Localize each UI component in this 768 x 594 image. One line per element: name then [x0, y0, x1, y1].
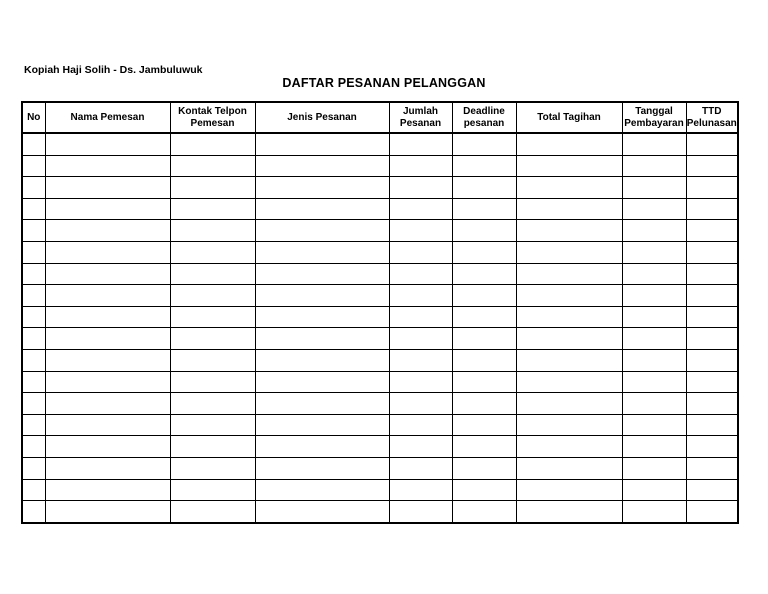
table-header-row: [22, 102, 738, 133]
table-row: [22, 393, 738, 415]
table-row: [22, 457, 738, 479]
table-row: [22, 436, 738, 458]
table-cell: [452, 349, 516, 371]
table-cell: [255, 328, 389, 350]
table-cell: [45, 263, 170, 285]
table-cell: [516, 436, 622, 458]
table-cell: [22, 436, 45, 458]
table-cell: [622, 133, 686, 155]
table-cell: [22, 263, 45, 285]
table-cell: [452, 241, 516, 263]
table-cell: [255, 263, 389, 285]
table-cell: [622, 220, 686, 242]
table-cell: [686, 349, 738, 371]
table-cell: [686, 285, 738, 307]
table-cell: [255, 349, 389, 371]
table-cell: [389, 285, 452, 307]
table-cell: [45, 285, 170, 307]
table-cell: [45, 479, 170, 501]
table-cell: [22, 285, 45, 307]
column-header-no: No: [22, 102, 45, 133]
table-cell: [516, 220, 622, 242]
table-cell: [452, 198, 516, 220]
table-cell: [389, 220, 452, 242]
table-cell: [255, 241, 389, 263]
table-row: [22, 414, 738, 436]
table-cell: [452, 306, 516, 328]
table-cell: [45, 306, 170, 328]
table-cell: [516, 457, 622, 479]
column-header-jenis-pesanan: Jenis Pesanan: [255, 102, 389, 133]
column-header-tanggal-pembayaran: Tanggal Pembayaran: [622, 102, 686, 133]
table-cell: [686, 220, 738, 242]
table-row: [22, 133, 738, 155]
table-row: [22, 198, 738, 220]
table-cell: [22, 457, 45, 479]
table-body: [22, 133, 738, 523]
table-cell: [452, 436, 516, 458]
table-cell: [45, 177, 170, 199]
table-cell: [452, 457, 516, 479]
table-cell: [45, 371, 170, 393]
table-cell: [170, 306, 255, 328]
table-cell: [389, 371, 452, 393]
table-row: [22, 371, 738, 393]
table-cell: [255, 436, 389, 458]
table-cell: [686, 133, 738, 155]
column-header-deadline: Deadline pesanan: [452, 102, 516, 133]
table-cell: [389, 263, 452, 285]
table-row: [22, 349, 738, 371]
table-cell: [686, 371, 738, 393]
table-row: [22, 263, 738, 285]
column-header-kontak-telpon: Kontak Telpon Pemesan: [170, 102, 255, 133]
table-cell: [686, 436, 738, 458]
table-cell: [22, 177, 45, 199]
table-cell: [255, 479, 389, 501]
table-cell: [516, 306, 622, 328]
table-cell: [622, 414, 686, 436]
table-cell: [516, 177, 622, 199]
table-cell: [22, 241, 45, 263]
table-cell: [389, 349, 452, 371]
table-row: [22, 285, 738, 307]
table-cell: [45, 457, 170, 479]
table-cell: [255, 457, 389, 479]
table-cell: [622, 155, 686, 177]
table-cell: [22, 220, 45, 242]
table-cell: [622, 349, 686, 371]
table-cell: [170, 457, 255, 479]
table-cell: [22, 133, 45, 155]
table-cell: [255, 285, 389, 307]
table-cell: [622, 328, 686, 350]
table-cell: [170, 328, 255, 350]
table-cell: [45, 220, 170, 242]
table-cell: [170, 177, 255, 199]
table-cell: [686, 177, 738, 199]
table-cell: [452, 285, 516, 307]
table-cell: [516, 349, 622, 371]
table-cell: [516, 371, 622, 393]
table-cell: [45, 133, 170, 155]
table-cell: [45, 155, 170, 177]
table-cell: [452, 501, 516, 523]
table-cell: [452, 328, 516, 350]
column-header-total-tagihan: Total Tagihan: [516, 102, 622, 133]
table-cell: [45, 349, 170, 371]
table-row: [22, 501, 738, 523]
table-cell: [516, 414, 622, 436]
table-cell: [22, 371, 45, 393]
table-cell: [516, 285, 622, 307]
table-cell: [686, 198, 738, 220]
table-cell: [389, 155, 452, 177]
table-cell: [45, 241, 170, 263]
table-cell: [452, 393, 516, 415]
table-cell: [389, 306, 452, 328]
table-row: [22, 155, 738, 177]
table-cell: [686, 263, 738, 285]
table-cell: [452, 133, 516, 155]
table-cell: [22, 198, 45, 220]
table-cell: [170, 371, 255, 393]
table-cell: [255, 155, 389, 177]
table-cell: [22, 479, 45, 501]
table-cell: [22, 349, 45, 371]
table-cell: [622, 393, 686, 415]
table-cell: [45, 393, 170, 415]
table-cell: [255, 501, 389, 523]
table-cell: [686, 501, 738, 523]
table-cell: [622, 263, 686, 285]
table-cell: [170, 263, 255, 285]
table-cell: [452, 263, 516, 285]
table-cell: [22, 155, 45, 177]
table-cell: [389, 241, 452, 263]
table-cell: [516, 479, 622, 501]
table-cell: [170, 241, 255, 263]
table-cell: [389, 177, 452, 199]
table-cell: [255, 177, 389, 199]
table-cell: [516, 263, 622, 285]
table-cell: [452, 177, 516, 199]
table-cell: [622, 436, 686, 458]
table-cell: [452, 479, 516, 501]
table-cell: [389, 393, 452, 415]
table-cell: [389, 414, 452, 436]
table-cell: [170, 479, 255, 501]
table-cell: [686, 457, 738, 479]
table-cell: [389, 198, 452, 220]
table-cell: [170, 414, 255, 436]
table-cell: [622, 177, 686, 199]
table-cell: [389, 457, 452, 479]
table-cell: [686, 328, 738, 350]
table-cell: [170, 393, 255, 415]
table-cell: [170, 220, 255, 242]
table-cell: [389, 436, 452, 458]
table-cell: [255, 306, 389, 328]
table-cell: [255, 393, 389, 415]
table-cell: [45, 414, 170, 436]
table-cell: [170, 198, 255, 220]
table-cell: [452, 371, 516, 393]
table-cell: [516, 198, 622, 220]
table-cell: [170, 436, 255, 458]
table-cell: [622, 371, 686, 393]
table-cell: [170, 285, 255, 307]
table-cell: [686, 306, 738, 328]
table-cell: [255, 220, 389, 242]
table-cell: [622, 306, 686, 328]
table-cell: [686, 393, 738, 415]
table-cell: [516, 328, 622, 350]
table-cell: [516, 393, 622, 415]
shop-name: Kopiah Haji Solih - Ds. Jambuluwuk: [24, 64, 203, 76]
table-cell: [389, 501, 452, 523]
table-cell: [170, 133, 255, 155]
table-cell: [170, 501, 255, 523]
table-cell: [255, 371, 389, 393]
table-cell: [45, 501, 170, 523]
column-header-ttd-pelunasan: TTD Pelunasan: [686, 102, 738, 133]
table-row: [22, 177, 738, 199]
table-cell: [45, 436, 170, 458]
table-row: [22, 241, 738, 263]
table-cell: [622, 479, 686, 501]
column-header-nama-pemesan: Nama Pemesan: [45, 102, 170, 133]
table-cell: [22, 501, 45, 523]
table-cell: [686, 155, 738, 177]
table-cell: [389, 133, 452, 155]
table-cell: [516, 241, 622, 263]
column-header-jumlah-pesanan: Jumlah Pesanan: [389, 102, 452, 133]
table-cell: [516, 155, 622, 177]
table-cell: [516, 133, 622, 155]
table-cell: [622, 241, 686, 263]
order-table: [21, 101, 739, 524]
table-cell: [452, 155, 516, 177]
table-cell: [170, 349, 255, 371]
table-cell: [686, 414, 738, 436]
table-cell: [45, 328, 170, 350]
table-cell: [170, 155, 255, 177]
table-cell: [22, 414, 45, 436]
table-cell: [389, 479, 452, 501]
table-cell: [389, 328, 452, 350]
table-cell: [255, 414, 389, 436]
table-row: [22, 306, 738, 328]
table-cell: [622, 198, 686, 220]
table-cell: [686, 479, 738, 501]
table-cell: [686, 241, 738, 263]
table-cell: [22, 393, 45, 415]
document-title: DAFTAR PESANAN PELANGGAN: [282, 76, 486, 90]
table-cell: [255, 133, 389, 155]
table-cell: [45, 198, 170, 220]
table-cell: [255, 198, 389, 220]
table-cell: [622, 285, 686, 307]
table-cell: [452, 220, 516, 242]
table-row: [22, 220, 738, 242]
table-row: [22, 328, 738, 350]
table-cell: [452, 414, 516, 436]
table-cell: [516, 501, 622, 523]
table-cell: [22, 306, 45, 328]
table-cell: [622, 501, 686, 523]
table-cell: [622, 457, 686, 479]
table-cell: [22, 328, 45, 350]
table-row: [22, 479, 738, 501]
